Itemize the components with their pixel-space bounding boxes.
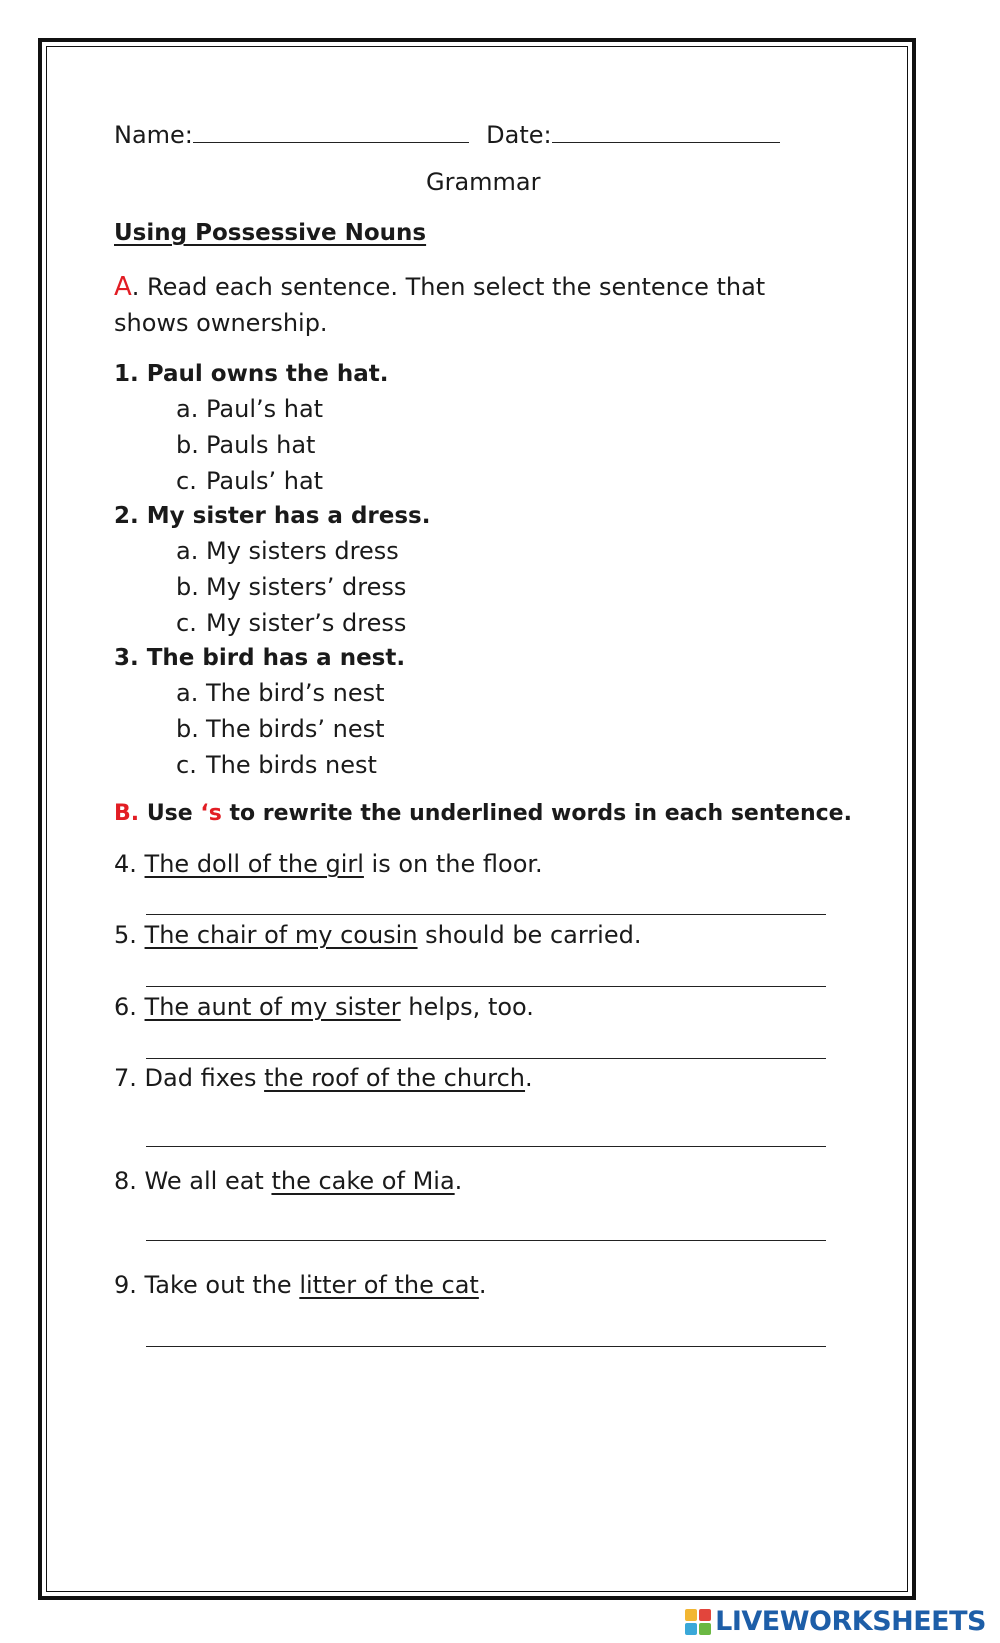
part-a-marker: A: [114, 272, 132, 302]
question-1-option-a[interactable]: a. Paul’s hat: [176, 395, 324, 423]
item-7-underlined: the roof of the church: [264, 1064, 526, 1092]
item-6-underlined: The aunt of my sister: [144, 993, 401, 1021]
question-3-prompt: 3. The bird has a nest.: [114, 645, 406, 671]
item-9-answer-line[interactable]: [146, 1346, 826, 1347]
question-3-option-b[interactable]: b. The birds’ nest: [176, 715, 385, 743]
question-1-option-c[interactable]: c. Pauls’ hat: [176, 467, 324, 495]
item-5-answer-line[interactable]: [146, 986, 826, 987]
part-b-instruction-rest: to rewrite the underlined words in each sentence.: [229, 801, 852, 826]
name-blank-field[interactable]: [193, 116, 469, 143]
part-a-instruction-line2: shows ownership.: [114, 309, 328, 337]
question-1-option-b[interactable]: b. Pauls hat: [176, 431, 316, 459]
question-2-prompt: 2. My sister has a dress.: [114, 503, 431, 529]
liveworksheets-logo[interactable]: [685, 1606, 986, 1637]
part-a-instruction-line1: . Read each sentence. Then select the sentence that: [131, 273, 766, 301]
part-b-use-word: Use: [146, 801, 193, 826]
question-1-prompt: 1. Paul owns the hat.: [114, 361, 389, 387]
liveworksheets-wordmark: LIVEWORKSHEETS: [715, 1606, 986, 1637]
item-9-sentence: 9. Take out the litter of the cat.: [114, 1271, 487, 1299]
item-4-underlined: The doll of the girl: [144, 850, 364, 878]
item-8-sentence: 8. We all eat the cake of Mia.: [114, 1167, 463, 1195]
question-2-option-b[interactable]: b. My sisters’ dress: [176, 573, 407, 601]
subject-title: Grammar: [426, 168, 541, 196]
item-4-answer-line[interactable]: [146, 914, 826, 915]
date-label: Date:: [486, 121, 552, 149]
question-3-option-a[interactable]: a. The bird’s nest: [176, 679, 385, 707]
question-3-option-c[interactable]: c. The birds nest: [176, 751, 377, 779]
item-5-sentence: 5. The chair of my cousin should be carried.: [114, 921, 642, 949]
item-8-underlined: the cake of Mia: [271, 1167, 455, 1195]
item-8-answer-line[interactable]: [146, 1240, 826, 1241]
item-7-sentence: 7. Dad fixes the roof of the church.: [114, 1064, 533, 1092]
part-b-apostrophe-s: ‘s: [200, 801, 222, 826]
date-blank-field[interactable]: [552, 116, 780, 143]
name-date-row: [114, 116, 780, 150]
item-4-sentence: 4. The doll of the girl is on the floor.: [114, 850, 543, 878]
question-2-option-a[interactable]: a. My sisters dress: [176, 537, 399, 565]
item-6-sentence: 6. The aunt of my sister helps, too.: [114, 993, 534, 1021]
item-5-underlined: The chair of my cousin: [144, 921, 418, 949]
part-b-marker: B.: [114, 801, 140, 826]
item-7-answer-line[interactable]: [146, 1146, 826, 1147]
part-b-instruction: [114, 799, 852, 829]
part-a-instruction: [114, 272, 765, 302]
question-2-option-c[interactable]: c. My sister’s dress: [176, 609, 407, 637]
name-label: Name:: [114, 121, 193, 149]
topic-heading: Using Possessive Nouns: [114, 220, 427, 246]
liveworksheets-grid-icon: [685, 1609, 711, 1635]
item-9-underlined: litter of the cat: [299, 1271, 479, 1299]
item-6-answer-line[interactable]: [146, 1058, 826, 1059]
